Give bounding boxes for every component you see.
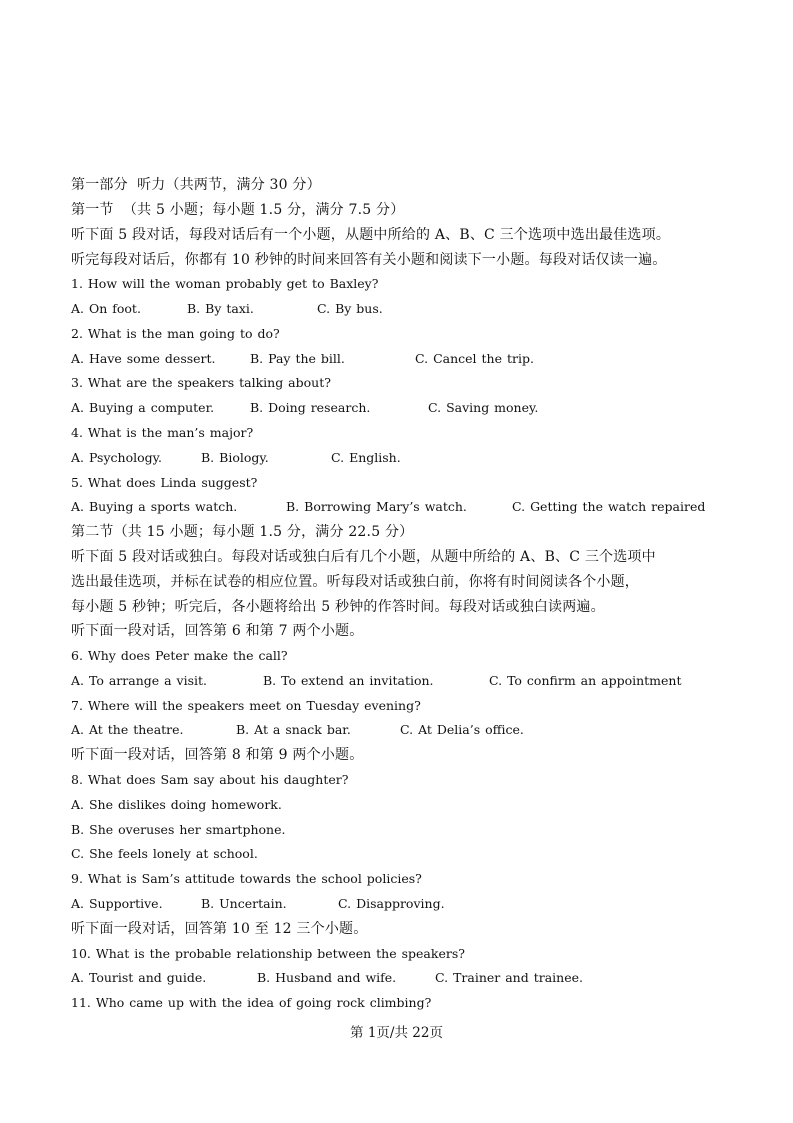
q6-option-a: A. To arrange a visit. bbox=[71, 673, 208, 688]
question-5: 5. What does Linda suggest? bbox=[71, 475, 258, 490]
q1-option-c: C. By bus. bbox=[317, 301, 383, 316]
question-4: 4. What is the man’s major? bbox=[71, 425, 254, 440]
q7-option-c: C. At Delia’s office. bbox=[400, 722, 524, 737]
section1-heading: 第一节 （共 5 小题；每小题 1.5 分，满分 7.5 分） bbox=[71, 202, 405, 218]
part1-heading: 第一部分 听力（共两节，满分 30 分） bbox=[71, 177, 321, 193]
q10-option-c: C. Trainer and trainee. bbox=[435, 970, 583, 985]
q8-option-a: A. She dislikes doing homework. bbox=[71, 797, 282, 812]
q9-option-c: C. Disapproving. bbox=[338, 896, 445, 911]
q5-option-a: A. Buying a sports watch. bbox=[71, 499, 238, 514]
q3-option-c: C. Saving money. bbox=[428, 400, 539, 415]
q9-option-b: B. Uncertain. bbox=[201, 896, 287, 911]
section2-instruction-3: 每小题 5 秒钟；听完后，各小题将给出 5 秒钟的作答时间。每段对话或独白读两遍。 bbox=[71, 599, 605, 615]
q5-option-b: B. Borrowing Mary’s watch. bbox=[286, 499, 467, 514]
section2-instruction-1: 听下面 5 段对话或独白。每段对话或独白后有几个小题，从题中所给的 A、B、C 三个选项中 bbox=[71, 549, 656, 565]
section1-instruction-1: 听下面 5 段对话，每段对话后有一个小题，从题中所给的 A、B、C 三个选项中选出最佳选项。 bbox=[71, 227, 671, 243]
q7-option-a: A. At the theatre. bbox=[71, 722, 184, 737]
question-3: 3. What are the speakers talking about? bbox=[71, 375, 331, 390]
page-number-footer: 第 1页/共 22页 bbox=[350, 1025, 443, 1041]
q8-option-c: C. She feels lonely at school. bbox=[71, 846, 258, 861]
q4-option-c: C. English. bbox=[331, 450, 401, 465]
q6-option-c: C. To confirm an appointment bbox=[489, 673, 682, 688]
question-1: 1. How will the woman probably get to Baxley? bbox=[71, 276, 379, 291]
q7-option-b: B. At a snack bar. bbox=[236, 722, 351, 737]
q6-option-b: B. To extend an invitation. bbox=[263, 673, 434, 688]
question-10: 10. What is the probable relationship between the speakers? bbox=[71, 946, 465, 961]
question-6: 6. Why does Peter make the call? bbox=[71, 648, 288, 663]
q8-option-b: B. She overuses her smartphone. bbox=[71, 822, 286, 837]
q1-option-b: B. By taxi. bbox=[187, 301, 254, 316]
q3-option-b: B. Doing research. bbox=[250, 400, 371, 415]
q10-option-b: B. Husband and wife. bbox=[257, 970, 397, 985]
q3-option-a: A. Buying a computer. bbox=[71, 400, 215, 415]
q2-option-c: C. Cancel the trip. bbox=[415, 351, 534, 366]
dialogue-8-9-intro: 听下面一段对话，回答第 8 和第 9 两个小题。 bbox=[71, 747, 364, 763]
q2-option-b: B. Pay the bill. bbox=[250, 351, 345, 366]
section2-heading: 第二节（共 15 小题；每小题 1.5 分，满分 22.5 分） bbox=[71, 524, 414, 540]
q5-option-c: C. Getting the watch repaired bbox=[512, 499, 706, 514]
dialogue-6-7-intro: 听下面一段对话，回答第 6 和第 7 两个小题。 bbox=[71, 623, 364, 639]
question-7: 7. Where will the speakers meet on Tuesday evening? bbox=[71, 698, 421, 713]
section1-instruction-2: 听完每段对话后，你都有 10 秒钟的时间来回答有关小题和阅读下一小题。每段对话仅读一遍。 bbox=[71, 252, 667, 268]
q2-option-a: A. Have some dessert. bbox=[71, 351, 216, 366]
dialogue-10-12-intro: 听下面一段对话，回答第 10 至 12 三个小题。 bbox=[71, 921, 368, 937]
q4-option-b: B. Biology. bbox=[201, 450, 269, 465]
question-11: 11. Who came up with the idea of going rock climbing? bbox=[71, 995, 432, 1010]
question-9: 9. What is Sam’s attitude towards the school policies? bbox=[71, 871, 422, 886]
section2-instruction-2: 选出最佳选项，并标在试卷的相应位置。听每段对话或独白前，你将有时间阅读各个小题， bbox=[71, 574, 639, 590]
question-2: 2. What is the man going to do? bbox=[71, 326, 280, 341]
q4-option-a: A. Psychology. bbox=[71, 450, 163, 465]
question-8: 8. What does Sam say about his daughter? bbox=[71, 772, 349, 787]
q9-option-a: A. Supportive. bbox=[71, 896, 163, 911]
q10-option-a: A. Tourist and guide. bbox=[71, 970, 207, 985]
q1-option-a: A. On foot. bbox=[71, 301, 141, 316]
